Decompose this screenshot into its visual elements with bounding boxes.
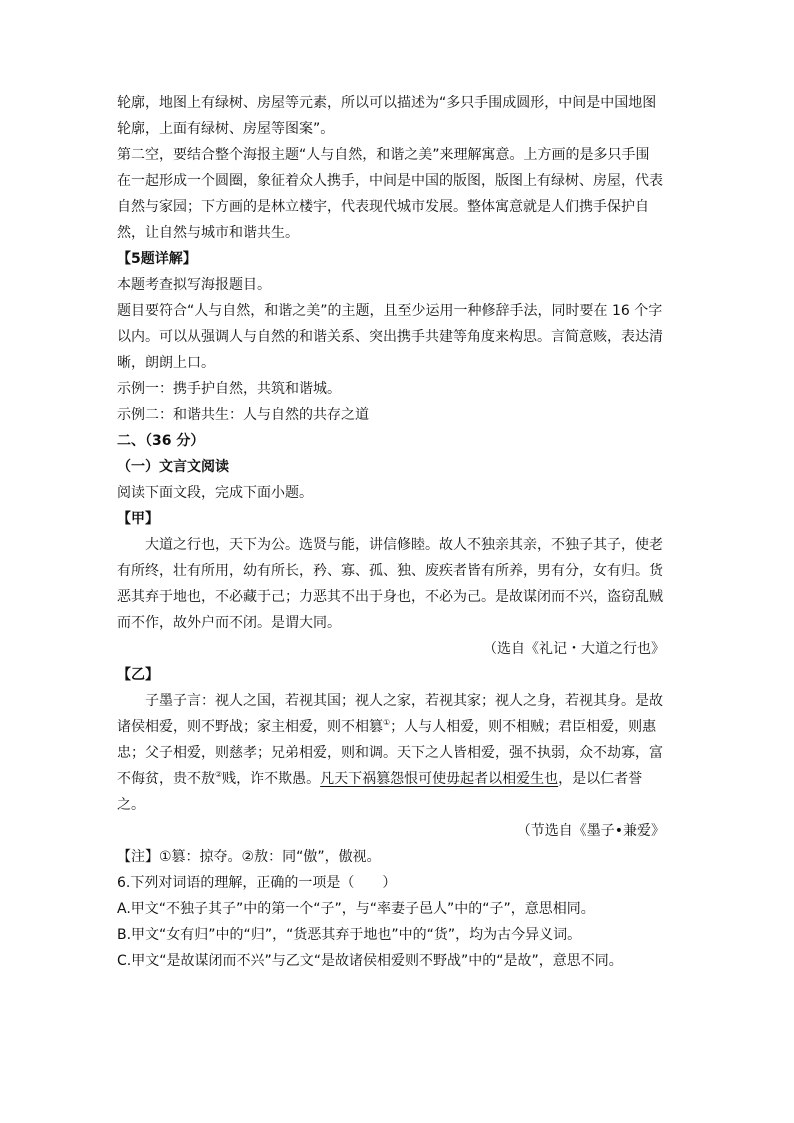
q5-line: 题目要符合“人与自然，和谐之美”的主题，且至少运用一种修辞手法，同时要在 16 个字 (117, 303, 663, 319)
passage-jia-label: 【甲】 (117, 511, 159, 527)
document-page (117, 90, 677, 974)
note-marker-1: ① (383, 718, 391, 727)
section-subtitle: （一）文言文阅读 (117, 459, 229, 475)
passage-yi-line (117, 714, 677, 740)
q5-line: 以内。可以从强调人与自然的和谐关系、突出携手共建等角度来构思。言简意赅，表达清 (117, 329, 663, 345)
passage-yi-text: 诸侯相爱，则不野战；家主相爱，则不相篡 (117, 719, 383, 735)
passage-jia-line: 有所终，壮有所用，幼有所长，矜、寡、孤、独、废疾者皆有所养，男有分，女有归。货 (117, 563, 663, 579)
passage-yi-label: 【乙】 (117, 667, 159, 683)
passage-yi-line: 忠；父子相爱，则慈孝；兄弟相爱，则和调。天下之人皆相爱，强不执弱，众不劫寡，富 (117, 745, 663, 761)
analysis-line: 轮廓，地图上有绿树、房屋等元素，所以可以描述为“多只手围成圆形，中间是中国地图 (117, 95, 657, 111)
analysis-line: 第二空，要结合整个海报主题“人与自然，和谐之美”来理解寓意。上方画的是多只手围 (117, 147, 650, 163)
passage-yi-text: ，是以仁者誉 (558, 771, 643, 787)
q6-stem: 6.下列对词语的理解，正确的一项是（ ） (117, 875, 397, 891)
passage-yi-source: （节选自《墨子•兼爱》 (516, 823, 665, 839)
section-instruction: 阅读下面文段，完成下面小题。 (117, 485, 313, 501)
passage-jia-line: 恶其弃于地也，不必藏于己；力恶其不出于身也，不必为己。是故谋闭而不兴，盗窃乱贼 (117, 589, 663, 605)
passage-jia-line: 而不作，故外户而不闭。是谓大同。 (117, 615, 341, 631)
q5-intro: 本题考查拟写海报题目。 (117, 277, 271, 293)
section-title: 二、（36 分） (117, 433, 205, 449)
passage-yi-text: ；人与人相爱，则不相贼；君臣相爱，则惠 (390, 719, 657, 735)
annotation-notes: 【注】①篡：掠夺。②敖：同“傲”，傲视。 (117, 849, 381, 865)
passage-yi-line (117, 766, 677, 792)
passage-jia-source: （选自《礼记・大道之行也》 (483, 641, 665, 657)
q6-option-a: A.甲文“不独子其子”中的第一个“子”，与“率妻子邑人”中的“子”，意思相同。 (117, 901, 595, 917)
q5-example-1: 示例一：携手护自然，共筑和谐城。 (117, 381, 341, 397)
analysis-line: 轮廓，上面有绿树、房屋等图案”。 (117, 121, 335, 137)
passage-yi-text: 贱，诈不欺愚。 (222, 771, 321, 787)
q5-example-2: 示例二：和谐共生：人与自然的共存之道 (117, 407, 369, 423)
q6-option-c: C.甲文“是故谋闭而不兴”与乙文“是故诸侯相爱则不野战”中的“是故”，意思不同。 (117, 953, 623, 969)
note-marker-2: ② (215, 770, 223, 779)
q6-option-b: B.甲文“女有归”中的“归”，“货恶其弃于地也”中的“货”，均为古今异义词。 (117, 927, 582, 943)
passage-yi-text: 不侮贫，贵不敖 (117, 771, 215, 787)
analysis-line: 在一起形成一个圆圈，象征着众人携手，中间是中国的版图，版图上有绿树、房屋，代表 (117, 173, 663, 189)
passage-yi-line: 之。 (117, 797, 145, 813)
analysis-line: 然，让自然与城市和谐共生。 (117, 225, 299, 241)
q5-line: 晰，朗朗上口。 (117, 355, 215, 371)
passage-jia-line: 大道之行也，天下为公。选贤与能，讲信修睦。故人不独亲其亲，不独子其子，使老 (145, 537, 663, 553)
passage-yi-line: 子墨子言：视人之国，若视其国；视人之家，若视其家；视人之身，若视其身。是故 (145, 693, 663, 709)
underlined-sentence: 凡天下祸篡怨恨可使毋起者以相爱生也 (320, 771, 559, 787)
q5-heading: 【5题详解】 (117, 251, 197, 267)
analysis-line: 自然与家园；下方画的是林立楼宇，代表现代城市发展。整体寓意就是人们携手保护自 (117, 199, 649, 215)
